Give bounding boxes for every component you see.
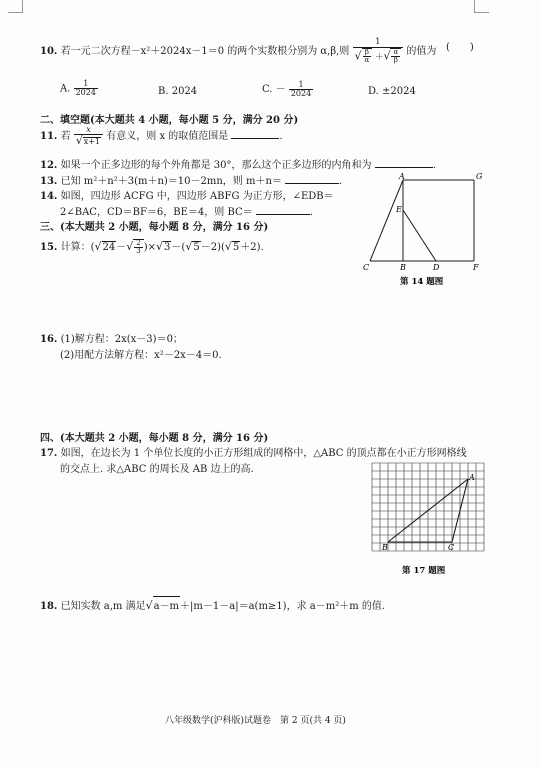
question-16-line2: (2)用配方法解方程：x²－2x－4＝0.	[60, 350, 222, 361]
question-14-line2: 2∠BAC，CD＝BF＝6，BE＝4，则 BC＝ .	[60, 207, 314, 218]
figure-17	[368, 462, 488, 578]
label-a: A	[399, 172, 405, 181]
section-title: 四、(本大题共 2 小题，每小题 8 分，满分 16 分)	[40, 433, 269, 444]
label-d: D	[433, 263, 440, 272]
figure-14	[356, 170, 492, 290]
label-f: F	[473, 263, 479, 272]
question-17-line1: 17. 如图，在边长为 1 个单位长度的小正方形组成的网格中，△ABC 的顶点都在小正方形网格线	[40, 448, 467, 459]
answer-blank[interactable]	[231, 129, 279, 139]
answer-paren: ( )	[446, 42, 474, 53]
label-g: G	[476, 172, 483, 181]
label-b: B	[382, 543, 388, 552]
label-c: C	[363, 263, 370, 272]
option-b: B. 2024	[158, 86, 198, 97]
figure-caption: 第 17 题图	[402, 566, 446, 576]
page-footer: 八年级数学(沪科版)试题卷 第 2 页(共 4 页)	[165, 716, 346, 726]
section-title: 二、填空题(本大题共 4 小题，每小题 5 分，满分 20 分)	[40, 115, 299, 126]
question-text: 若一元二次方程－x²＋2024x－1＝0 的两个实数根分别为 α,β,则	[60, 45, 350, 57]
question-15: 15. 计算：(√24－√ $\frac{2}{3}$ )×√3－(√5－2)(√5＋2).	[40, 238, 264, 255]
section-title: 三、(本大题共 2 小题，每小题 8 分，满分 16 分)	[40, 222, 269, 233]
label-a: A	[469, 473, 475, 482]
answer-blank[interactable]	[285, 174, 339, 184]
line-ac	[370, 180, 403, 261]
label-b: B	[400, 263, 406, 272]
question-10	[40, 38, 436, 65]
label-c: C	[448, 543, 455, 552]
corner-mark-left	[8, 0, 23, 13]
question-text-suffix: 的值为	[406, 45, 437, 57]
figure-caption: 第 14 题图	[400, 277, 444, 287]
question-12: 12. 如果一个正多边形的每个外角都是 30°，那么这个正多边形的内角和为 .	[40, 160, 436, 171]
expression-fraction: 1 √ $\frac{\beta}{\alpha}$ ＋√ $\frac{\alpha}{\beta}$	[353, 38, 404, 65]
question-14-line1: 14. 如图，四边形 ACFG 中，四边形 ABFG 为正方形，∠EDB＝	[40, 191, 334, 202]
option-c: C. － $\frac{1}{2024}$	[262, 79, 312, 98]
question-16-line1: 16. (1)解方程：2x(x－3)＝0；	[40, 334, 183, 345]
option-a: A. $\frac{1}{2024}$	[60, 79, 96, 98]
answer-blank[interactable]	[256, 205, 310, 215]
line-ed	[403, 210, 436, 261]
question-11: 11. 若 $\frac{x}{√x+1}$ 有意义，则 x 的取值范围是 .	[40, 125, 283, 148]
corner-mark-right	[474, 0, 489, 13]
question-13: 13. 已知 m²＋n²＋3(m＋n)＝10－2mn，则 m＋n＝ .	[40, 176, 343, 187]
answer-blank[interactable]	[375, 158, 433, 168]
question-17-line2: 的交点上. 求△ABC 的周长及 AB 边上的高.	[60, 464, 254, 475]
option-d: D. ±2024	[368, 86, 416, 97]
question-number: 10.	[40, 45, 58, 57]
question-18: 18. 已知实数 a,m 满足√a－m＋|m－1－a|＝a(m≥1)，求 a－m²＋m 的值.	[40, 596, 385, 612]
label-e: E	[396, 205, 402, 214]
